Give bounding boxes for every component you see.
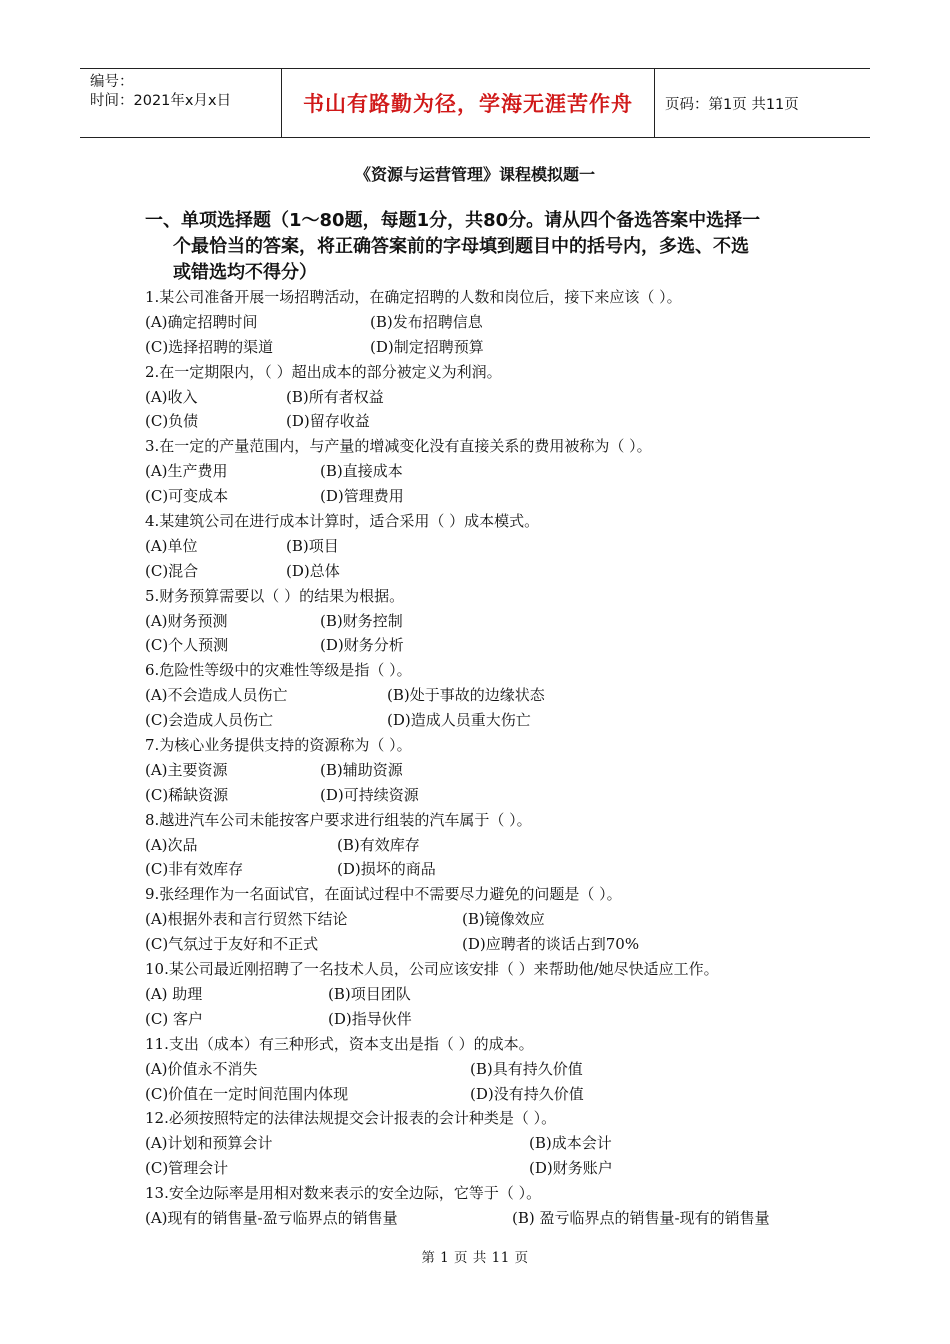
question-7-text: 7.为核心业务提供支持的资源称为（ ）。 <box>145 736 412 755</box>
section-heading-line-1: 一、单项选择题（1～80题，每题1分，共80分。请从四个备选答案中选择一 <box>145 210 761 231</box>
question-7-option-d: (D)可持续资源 <box>320 785 419 804</box>
question-3-options-row-1 <box>145 459 845 484</box>
question-10-option-a: (A) 助理 <box>145 984 203 1003</box>
question-3-text: 3.在一定的产量范围内，与产量的增减变化没有直接关系的费用被称为（ ）。 <box>145 437 652 456</box>
page-header <box>80 68 870 138</box>
question-list <box>145 285 845 1231</box>
question-5-options-row-1 <box>145 609 845 634</box>
header-page-info: 页码：第1页 共11页 <box>665 96 799 113</box>
question-11-options-row-1 <box>145 1057 845 1082</box>
question-4-option-c: (C)混合 <box>145 561 199 580</box>
question-6-option-c: (C)会造成人员伤亡 <box>145 711 274 730</box>
question-4-option-d: (D)总体 <box>286 561 340 580</box>
question-12-option-b: (B)成本会计 <box>529 1134 612 1153</box>
question-5-option-b: (B)财务控制 <box>320 611 403 630</box>
question-6-option-d: (D)造成人员重大伤亡 <box>387 711 531 730</box>
question-13-text: 13.安全边际率是用相对数来表示的安全边际，它等于（ ）。 <box>145 1184 542 1203</box>
question-9-option-c: (C)气氛过于友好和不正式 <box>145 935 319 954</box>
question-5-options-row-2 <box>145 633 845 658</box>
question-13-options-row-1 <box>145 1206 845 1231</box>
question-3-option-c: (C)可变成本 <box>145 487 229 506</box>
question-7-options-row-2 <box>145 783 845 808</box>
question-13-option-a: (A)现有的销售量-盈亏临界点的销售量 <box>145 1208 398 1227</box>
section-heading <box>145 208 815 286</box>
question-9-text: 9.张经理作为一名面试官，在面试过程中不需要尽力避免的问题是（ ）。 <box>145 885 622 904</box>
question-5-text: 5.财务预算需要以（ ）的结果为根据。 <box>145 586 405 605</box>
question-4-options-row-1 <box>145 534 845 559</box>
question-11-option-c: (C)价值在一定时间范围内体现 <box>145 1084 349 1103</box>
section-heading-line-3: 或错选均不得分） <box>173 262 317 283</box>
question-12-options-row-2 <box>145 1156 845 1181</box>
question-9-option-a: (A)根据外表和言行贸然下结论 <box>145 910 348 929</box>
question-1-option-a: (A)确定招聘时间 <box>145 312 258 331</box>
question-2-option-d: (D)留存收益 <box>286 412 370 431</box>
header-meta <box>80 69 282 137</box>
question-10-option-c: (C) 客户 <box>145 1009 203 1028</box>
question-8-text: 8.越进汽车公司未能按客户要求进行组装的汽车属于（ ）。 <box>145 810 532 829</box>
question-1-text: 1.某公司准备开展一场招聘活动，在确定招聘的人数和岗位后，接下来应该（ ）。 <box>145 288 682 306</box>
question-12-text: 12.必须按照特定的法律法规提交会计报表的会计种类是（ ）。 <box>145 1109 557 1128</box>
question-2-options-row-1 <box>145 385 845 410</box>
question-1-options-row-2 <box>145 335 845 360</box>
question-1-options-row-1 <box>145 310 845 335</box>
question-12-option-d: (D)财务账户 <box>529 1159 613 1178</box>
question-6-options-row-1 <box>145 683 845 708</box>
question-2-option-c: (C)负债 <box>145 412 199 431</box>
question-12-option-c: (C)管理会计 <box>145 1159 229 1178</box>
question-7-options-row-1 <box>145 758 845 783</box>
question-10-options-row-2 <box>145 1007 845 1032</box>
question-2-option-b: (B)所有者权益 <box>286 387 384 406</box>
question-3-option-d: (D)管理费用 <box>320 487 404 506</box>
question-7-option-c: (C)稀缺资源 <box>145 785 229 804</box>
question-11-options-row-2 <box>145 1082 845 1107</box>
question-11-option-a: (A)价值永不消失 <box>145 1059 258 1078</box>
question-10-option-b: (B)项目团队 <box>328 984 411 1003</box>
question-9-options-row-2 <box>145 932 845 957</box>
question-9-option-b: (B)镜像效应 <box>462 910 545 929</box>
question-10-options-row-1 <box>145 982 845 1007</box>
question-2-option-a: (A)收入 <box>145 387 198 406</box>
question-4-option-b: (B)项目 <box>286 536 339 555</box>
question-11-option-d: (D)没有持久价值 <box>470 1084 584 1103</box>
question-3-options-row-2 <box>145 484 845 509</box>
document-title: 《资源与运营管理》课程模拟题一 <box>354 165 595 184</box>
page-footer: 第 1 页 共 11 页 <box>421 1250 529 1266</box>
question-8-options-row-2 <box>145 857 845 882</box>
question-1-option-c: (C)选择招聘的渠道 <box>145 337 274 356</box>
document-time-label: 时间：2021年x月x日 <box>90 93 232 109</box>
question-8-option-a: (A)次品 <box>145 835 198 854</box>
question-8-options-row-1 <box>145 833 845 858</box>
question-8-option-b: (B)有效库存 <box>337 835 420 854</box>
question-1-option-d: (D)制定招聘预算 <box>370 337 484 356</box>
question-7-option-b: (B)辅助资源 <box>320 760 403 779</box>
question-6-text: 6.危险性等级中的灾难性等级是指（ ）。 <box>145 661 412 680</box>
question-9-option-d: (D)应聘者的谈话占到70% <box>462 935 640 954</box>
question-7-option-a: (A)主要资源 <box>145 760 228 779</box>
question-5-option-c: (C)个人预测 <box>145 636 229 655</box>
question-2-text: 2.在一定期限内，（ ）超出成本的部分被定义为利润。 <box>145 362 502 381</box>
question-2-options-row-2 <box>145 409 845 434</box>
question-12-option-a: (A)计划和预算会计 <box>145 1134 273 1153</box>
question-12-options-row-1 <box>145 1131 845 1156</box>
question-5-option-d: (D)财务分析 <box>320 636 404 655</box>
header-motto: 书山有路勤为径，学海无涯苦作舟 <box>282 69 655 137</box>
question-6-option-a: (A)不会造成人员伤亡 <box>145 686 288 705</box>
question-11-text: 11.支出（成本）有三种形式，资本支出是指（ ）的成本。 <box>145 1034 534 1053</box>
question-4-options-row-2 <box>145 559 845 584</box>
question-10-text: 10.某公司最近刚招聘了一名技术人员，公司应该安排（ ）来帮助他/她尽快适应工作。 <box>145 960 719 979</box>
question-5-option-a: (A)财务预测 <box>145 611 228 630</box>
section-heading-line-2: 个最恰当的答案，将正确答案前的字母填到题目中的括号内，多选、不选 <box>173 236 749 257</box>
question-11-option-b: (B)具有持久价值 <box>470 1059 583 1078</box>
question-8-option-d: (D)损坏的商品 <box>337 860 436 879</box>
question-10-option-d: (D)指导伙伴 <box>328 1009 412 1028</box>
question-6-options-row-2 <box>145 708 845 733</box>
question-13-option-b: (B) 盈亏临界点的销售量-现有的销售量 <box>512 1208 770 1227</box>
question-9-options-row-1 <box>145 907 845 932</box>
question-3-option-a: (A)生产费用 <box>145 462 228 481</box>
document-number-label: 编号： <box>90 74 134 90</box>
question-3-option-b: (B)直接成本 <box>320 462 403 481</box>
question-6-option-b: (B)处于事故的边缘状态 <box>387 686 545 705</box>
question-1-option-b: (B)发布招聘信息 <box>370 312 483 331</box>
question-4-option-a: (A)单位 <box>145 536 198 555</box>
question-4-text: 4.某建筑公司在进行成本计算时，适合采用（ ）成本模式。 <box>145 512 540 531</box>
question-8-option-c: (C)非有效库存 <box>145 860 244 879</box>
